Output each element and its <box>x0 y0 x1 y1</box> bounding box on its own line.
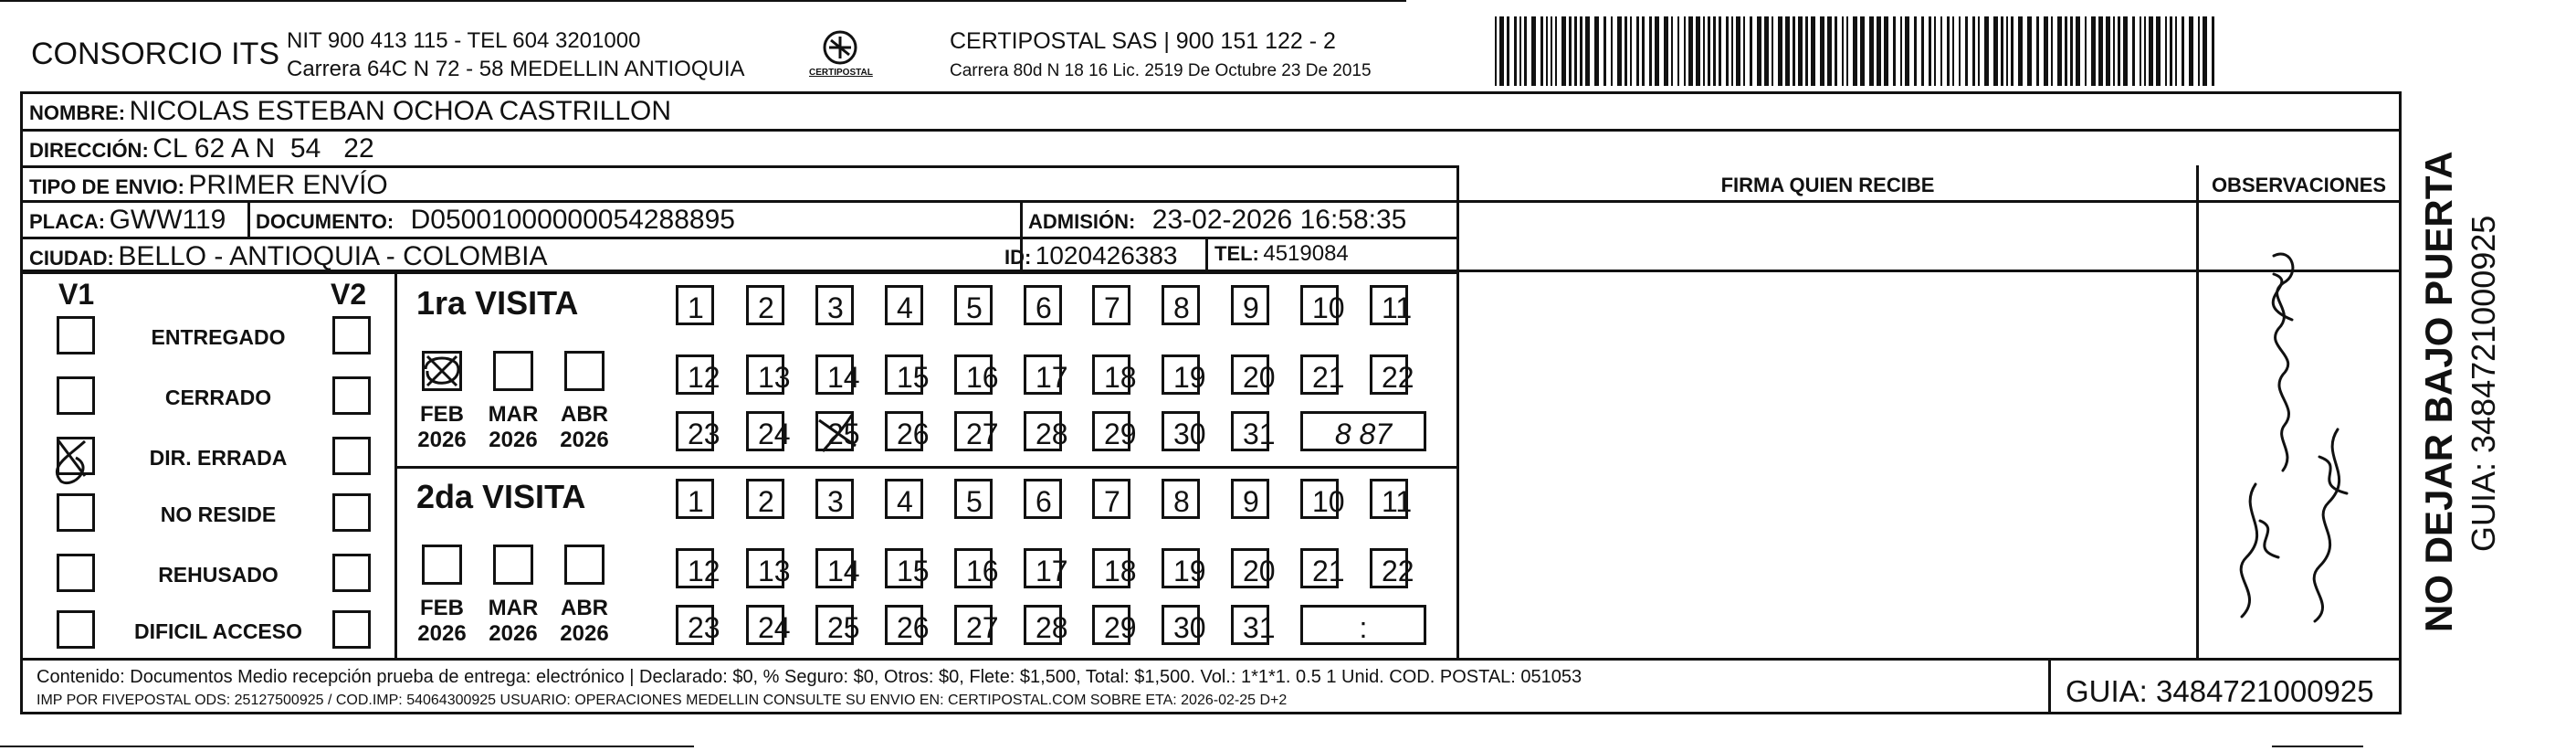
address-row <box>29 135 374 163</box>
day-number: 2 <box>758 485 774 518</box>
day-box[interactable] <box>1162 479 1200 519</box>
v2-checkbox[interactable] <box>332 316 371 354</box>
plate-label: PLACA: <box>29 210 106 233</box>
visit-title: 2da VISITA <box>416 478 586 515</box>
day-box[interactable] <box>1024 411 1068 451</box>
v1-checkbox[interactable] <box>57 376 95 415</box>
logo-caption: CERTIPOSTAL <box>809 68 873 78</box>
id-row <box>1004 243 1178 269</box>
month-year: 2026 <box>560 620 609 646</box>
day-number: 7 <box>1104 485 1120 518</box>
document-row <box>256 206 735 234</box>
time-box-value: 8 87 <box>1334 418 1393 450</box>
v2-checkbox[interactable] <box>332 610 371 649</box>
bottom-rule-left <box>0 746 694 747</box>
day-box[interactable] <box>1092 285 1130 325</box>
day-number: 24 <box>758 611 791 644</box>
day-box[interactable] <box>1092 548 1137 588</box>
day-number: 20 <box>1243 361 1276 394</box>
day-box[interactable] <box>746 354 791 395</box>
month-name: ABR <box>561 596 608 620</box>
day-number: 9 <box>1243 291 1259 324</box>
content-line: Contenido: Documentos Medio recepción prueba de entrega: electrónico | Declarado: $0, % Seguro: $0, Otros: $0, Flete: $1,500, Total: $1,500. Vol.: 1*1*1. 0.5 1 Unid. COD. POSTAL: 051053 <box>37 667 1582 687</box>
day-box[interactable] <box>885 548 930 588</box>
month-label <box>486 596 541 646</box>
recipient-name: NICOLAS ESTEBAN OCHOA CASTRILLON <box>129 96 672 126</box>
observations-header: OBSERVACIONES <box>2211 174 2387 196</box>
plate-row <box>29 206 226 234</box>
city-row <box>29 243 547 270</box>
handwritten-cross-icon <box>815 411 859 455</box>
day-number: 8 <box>1173 291 1190 324</box>
type-row <box>29 172 388 199</box>
day-number: 13 <box>758 555 791 587</box>
day-box[interactable] <box>746 285 784 325</box>
day-number: 18 <box>1104 555 1137 587</box>
license-line: Carrera 80d N 18 16 Lic. 2519 De Octubre 23 De 2015 <box>950 61 1372 80</box>
day-box[interactable] <box>1370 548 1414 588</box>
day-box[interactable] <box>1092 479 1130 519</box>
day-number: 26 <box>897 611 930 644</box>
day-box[interactable] <box>954 411 999 451</box>
shipment-type: PRIMER ENVÍO <box>188 170 388 200</box>
day-box[interactable] <box>1231 411 1276 451</box>
company-name: CONSORCIO ITS <box>31 37 280 71</box>
day-number: 24 <box>758 418 791 450</box>
month-checkbox[interactable] <box>422 351 462 391</box>
day-number: 2 <box>758 291 774 324</box>
day-number: 28 <box>1036 418 1068 450</box>
day-number: 7 <box>1104 291 1120 324</box>
handwritten-check-icon <box>48 430 103 485</box>
day-number: 20 <box>1243 555 1276 587</box>
v1-checkbox[interactable] <box>57 316 95 354</box>
time-box-value: : <box>1359 611 1368 644</box>
month-label <box>557 402 612 452</box>
day-box[interactable] <box>954 605 999 645</box>
day-box[interactable] <box>676 411 720 451</box>
day-number: 23 <box>688 611 720 644</box>
day-number: 23 <box>688 418 720 450</box>
day-box[interactable] <box>746 605 791 645</box>
day-number: 10 <box>1312 291 1345 324</box>
name-label: NOMBRE: <box>29 101 126 124</box>
day-box[interactable] <box>954 479 993 519</box>
time-box[interactable] <box>1300 411 1426 451</box>
v1-checkbox[interactable] <box>57 554 95 592</box>
day-box[interactable] <box>1231 548 1276 588</box>
month-checkbox[interactable] <box>564 545 605 585</box>
handwritten-x-icon <box>422 351 462 391</box>
month-year: 2026 <box>489 427 538 452</box>
day-box[interactable] <box>1092 354 1137 395</box>
day-box[interactable] <box>885 354 930 395</box>
day-number: 17 <box>1036 361 1068 394</box>
day-box[interactable] <box>1024 285 1062 325</box>
day-box[interactable] <box>1231 605 1276 645</box>
day-number: 27 <box>966 418 999 450</box>
day-number: 6 <box>1036 291 1052 324</box>
recipient-address: CL 62 A N 54 22 <box>152 133 374 164</box>
day-number: 30 <box>1173 611 1206 644</box>
day-box[interactable] <box>815 285 854 325</box>
day-number: 4 <box>897 485 913 518</box>
month-label <box>557 596 612 646</box>
v2-checkbox[interactable] <box>332 554 371 592</box>
day-box[interactable] <box>1092 411 1137 451</box>
day-box[interactable] <box>954 285 993 325</box>
day-box[interactable] <box>815 354 860 395</box>
day-box[interactable] <box>815 605 860 645</box>
status-option-label: DIFICIL ACCESO <box>133 619 302 643</box>
month-label <box>415 596 469 646</box>
day-box[interactable] <box>746 548 791 588</box>
day-number: 13 <box>758 361 791 394</box>
day-box[interactable] <box>1162 354 1206 395</box>
company-address: Carrera 64C N 72 - 58 MEDELLIN ANTIOQUIA <box>287 57 745 81</box>
day-number: 25 <box>827 611 860 644</box>
document-value: D05001000000054288895 <box>410 205 735 235</box>
day-box[interactable] <box>815 479 854 519</box>
status-option-label: ENTREGADO <box>151 325 286 349</box>
day-number: 1 <box>688 291 704 324</box>
side-notice: NO DEJAR BAJO PUERTA <box>2417 151 2460 632</box>
city-label: CIUDAD: <box>29 247 114 270</box>
day-number: 31 <box>1243 611 1276 644</box>
day-box[interactable] <box>815 548 860 588</box>
day-number: 8 <box>1173 485 1190 518</box>
city-value: BELLO - ANTIOQUIA - COLOMBIA <box>118 241 548 271</box>
month-name: FEB <box>420 596 464 620</box>
day-number: 16 <box>966 555 999 587</box>
day-number: 21 <box>1312 555 1345 587</box>
day-number: 29 <box>1104 611 1137 644</box>
day-box[interactable] <box>676 548 720 588</box>
month-year: 2026 <box>417 620 467 646</box>
month-checkbox[interactable] <box>493 351 533 391</box>
month-year: 2026 <box>489 620 538 646</box>
day-box[interactable] <box>1024 354 1068 395</box>
day-number: 26 <box>897 418 930 450</box>
tel-row <box>1214 243 1349 265</box>
day-box[interactable] <box>885 479 923 519</box>
address-label: DIRECCIÓN: <box>29 139 149 162</box>
status-option-label: REHUSADO <box>158 563 279 587</box>
day-number: 19 <box>1173 361 1206 394</box>
month-checkbox[interactable] <box>422 545 462 585</box>
day-box[interactable] <box>1370 479 1413 519</box>
day-box[interactable] <box>676 605 720 645</box>
admission-value: 23-02-2026 16:58:35 <box>1151 205 1407 235</box>
logo-icon <box>804 26 877 90</box>
imp-line: IMP POR FIVEPOSTAL ODS: 25127500925 / COD.IMP: 54064300925 USUARIO: OPERACIONES MEDELLIN CONSULTE SU ENVIO EN: CERTIPOSTAL.COM SOBRE ETA: 2026-02-25 D+2 <box>37 693 1288 708</box>
day-number: 22 <box>1382 555 1414 587</box>
v1-checkbox[interactable] <box>57 610 95 649</box>
month-name: MAR <box>488 596 539 620</box>
tel-label: TEL: <box>1214 242 1259 265</box>
signature-header: FIRMA QUIEN RECIBE <box>1720 174 1935 196</box>
day-number: 4 <box>897 291 913 324</box>
day-box[interactable] <box>1162 285 1200 325</box>
day-box[interactable] <box>746 479 784 519</box>
v1-checkbox[interactable] <box>57 437 95 475</box>
day-number: 3 <box>827 485 844 518</box>
day-number: 21 <box>1312 361 1345 394</box>
day-number: 12 <box>688 555 720 587</box>
day-box[interactable] <box>1231 354 1276 395</box>
tel-value: 4519084 <box>1263 241 1349 266</box>
id-label: ID: <box>1004 246 1032 269</box>
certipostal-logo <box>804 26 877 90</box>
month-name: MAR <box>488 402 539 427</box>
day-box[interactable] <box>1024 479 1062 519</box>
month-label <box>486 402 541 452</box>
day-box[interactable] <box>1231 285 1269 325</box>
day-box[interactable] <box>746 411 791 451</box>
day-box[interactable] <box>1300 354 1345 395</box>
v2-checkbox[interactable] <box>332 437 371 475</box>
day-box[interactable] <box>954 354 999 395</box>
v2-checkbox[interactable] <box>332 376 371 415</box>
id-value: 1020426383 <box>1035 241 1178 270</box>
day-number: 11 <box>1382 291 1413 324</box>
day-box[interactable] <box>1231 479 1269 519</box>
type-label: TIPO DE ENVIO: <box>29 175 184 198</box>
day-box[interactable] <box>1300 479 1345 519</box>
month-checkbox[interactable] <box>493 545 533 585</box>
day-box[interactable] <box>1024 605 1068 645</box>
v1-header: V1 <box>58 278 95 311</box>
courier-line: CERTIPOSTAL SAS | 900 151 122 - 2 <box>950 28 1336 54</box>
v1-checkbox[interactable] <box>57 493 95 532</box>
day-number: 16 <box>966 361 999 394</box>
day-box[interactable] <box>1370 354 1414 395</box>
plate-value: GWW119 <box>109 205 226 235</box>
day-number: 5 <box>966 485 983 518</box>
day-number: 9 <box>1243 485 1259 518</box>
day-number: 17 <box>1036 555 1068 587</box>
day-number: 3 <box>827 291 844 324</box>
day-box[interactable] <box>1162 411 1206 451</box>
month-label <box>415 402 469 452</box>
day-number: 29 <box>1104 418 1137 450</box>
status-option-label: NO RESIDE <box>160 502 277 526</box>
day-number: 6 <box>1036 485 1052 518</box>
day-number: 1 <box>688 485 704 518</box>
day-box[interactable] <box>954 548 999 588</box>
day-box[interactable] <box>1300 285 1345 325</box>
status-option-label: DIR. ERRADA <box>149 446 288 470</box>
name-row <box>29 98 671 125</box>
day-number: 28 <box>1036 611 1068 644</box>
top-rule <box>0 0 1406 2</box>
day-box[interactable] <box>1162 605 1206 645</box>
day-box[interactable] <box>815 411 860 451</box>
company-nit: NIT 900 413 115 - TEL 604 3201000 <box>287 28 641 53</box>
handwritten-observation <box>2210 247 2392 630</box>
day-box[interactable] <box>885 605 930 645</box>
day-box[interactable] <box>1370 285 1413 325</box>
v2-checkbox[interactable] <box>332 493 371 532</box>
month-checkbox[interactable] <box>564 351 605 391</box>
day-number: 19 <box>1173 555 1206 587</box>
day-number: 18 <box>1104 361 1137 394</box>
day-number: 14 <box>827 361 860 394</box>
day-box[interactable] <box>676 354 720 395</box>
day-box[interactable] <box>1024 548 1068 588</box>
day-number: 27 <box>966 611 999 644</box>
day-number: 12 <box>688 361 720 394</box>
month-name: ABR <box>561 402 608 427</box>
month-year: 2026 <box>417 427 467 452</box>
month-name: FEB <box>420 402 464 427</box>
day-number: 31 <box>1243 418 1276 450</box>
barcode <box>1495 16 2225 86</box>
day-box[interactable] <box>1300 548 1345 588</box>
day-number: 14 <box>827 555 860 587</box>
day-box[interactable] <box>885 411 930 451</box>
day-box[interactable] <box>676 285 714 325</box>
day-number: 11 <box>1382 485 1413 518</box>
day-box[interactable] <box>1092 605 1137 645</box>
day-number: 10 <box>1312 485 1345 518</box>
time-box[interactable] <box>1300 605 1426 645</box>
day-box[interactable] <box>1162 548 1206 588</box>
day-number: 22 <box>1382 361 1414 394</box>
month-year: 2026 <box>560 427 609 452</box>
footer-guide: GUIA: 3484721000925 <box>2066 674 2374 708</box>
visit-title: 1ra VISITA <box>416 284 579 322</box>
day-number: 15 <box>897 555 930 587</box>
bottom-rule-right <box>2272 746 2363 747</box>
day-box[interactable] <box>676 479 714 519</box>
admission-label: ADMISIÓN: <box>1028 210 1136 233</box>
day-number: 25 <box>827 418 860 450</box>
admission-row <box>1028 206 1406 234</box>
day-number: 15 <box>897 361 930 394</box>
status-option-label: CERRADO <box>164 386 272 409</box>
day-box[interactable] <box>885 285 923 325</box>
document-label: DOCUMENTO: <box>256 210 394 233</box>
day-number: 5 <box>966 291 983 324</box>
day-number: 30 <box>1173 418 1206 450</box>
v2-header: V2 <box>331 278 367 311</box>
side-guide: GUIA: 3484721000925 <box>2465 215 2502 552</box>
